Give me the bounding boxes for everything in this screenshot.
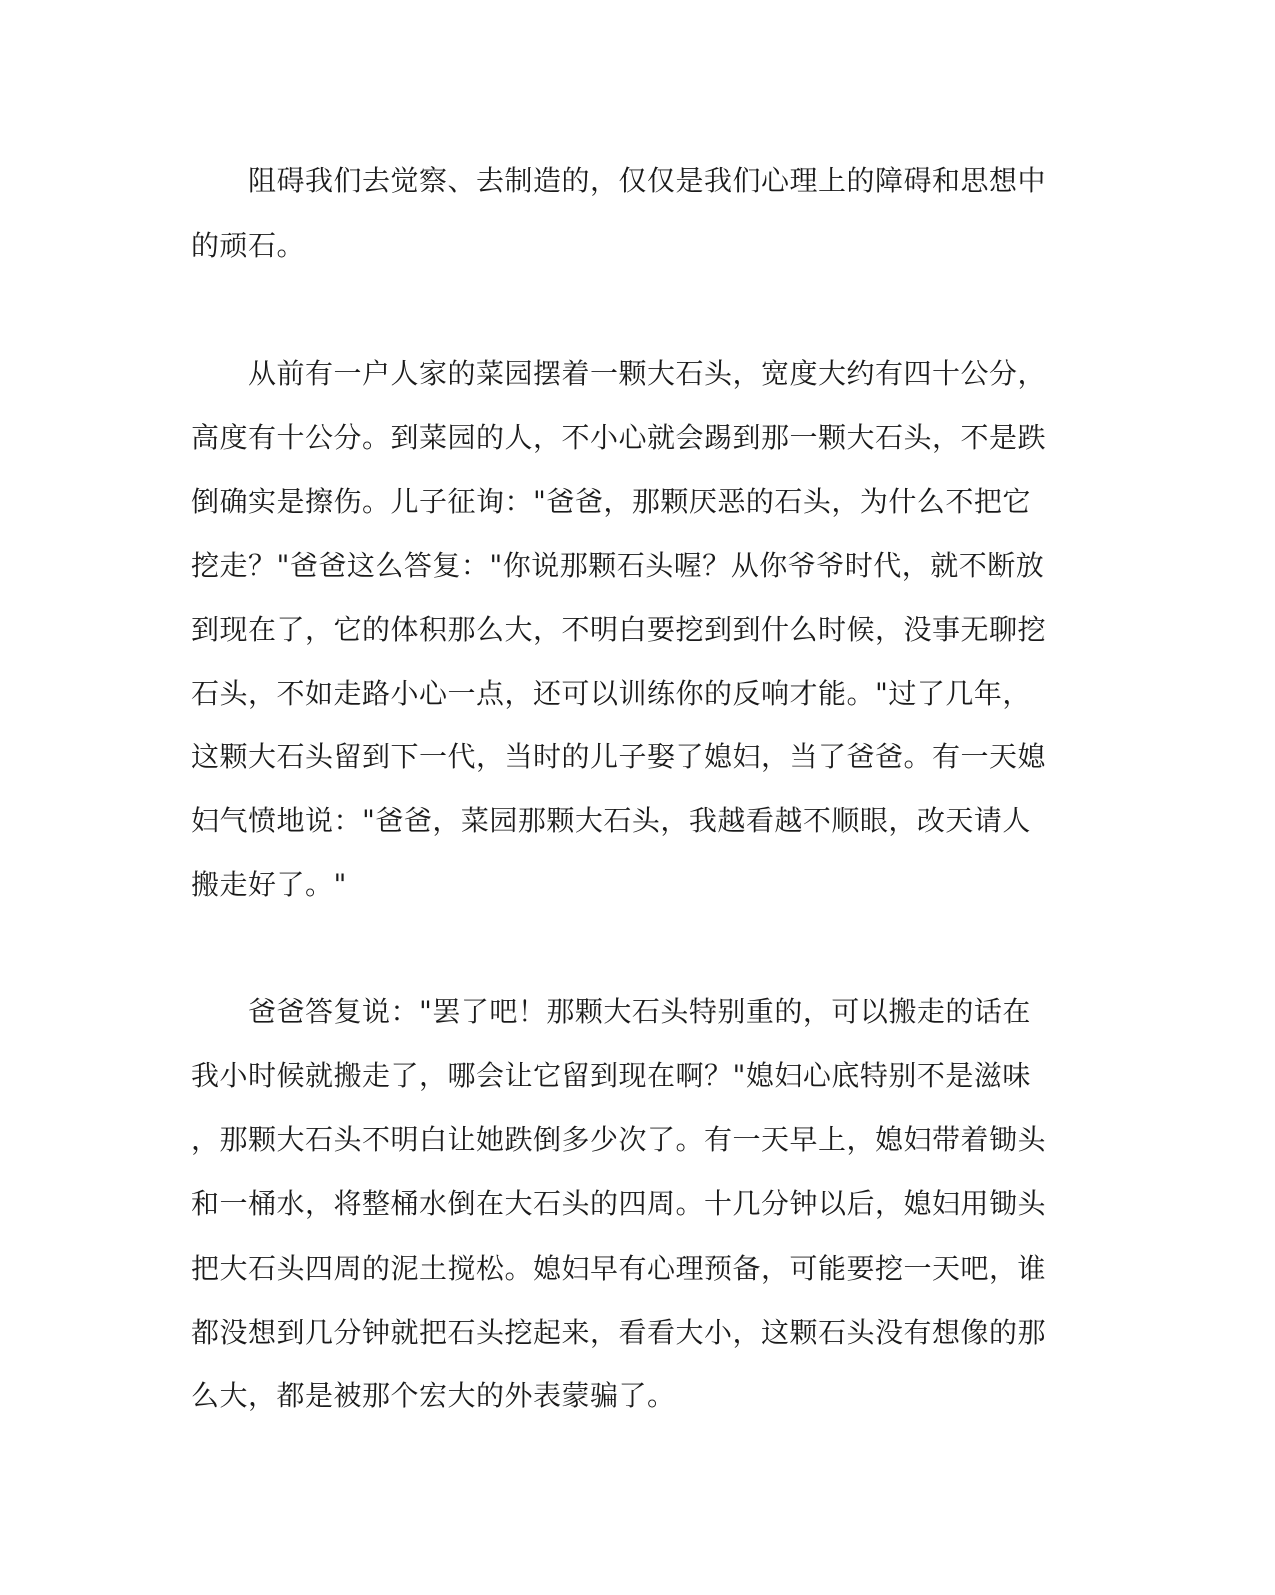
paragraph-2-line-4: 挖走？"爸爸这么答复："你说那颗石头喔？从你爷爷时代，就不断放 xyxy=(191,549,1045,582)
paragraph-2-line-5: 到现在了，它的体积那么大，不明白要挖到到什么时候，没事无聊挖 xyxy=(191,613,1047,646)
paragraph-3-line-5: 把大石头四周的泥土搅松。媳妇早有心理预备，可能要挖一天吧，谁 xyxy=(191,1252,1047,1285)
paragraph-2-line-8: 妇气愤地说："爸爸，菜园那颗大石头，我越看越不顺眼，改天请人 xyxy=(191,804,1031,837)
paragraph-3-line-1: 爸爸答复说："罢了吧！那颗大石头特别重的，可以搬走的话在 xyxy=(248,995,1031,1028)
paragraph-1-line-1: 阻碍我们去觉察、去制造的，仅仅是我们心理上的障碍和思想中 xyxy=(248,164,1047,197)
paragraph-3-line-6: 都没想到几分钟就把石头挖起来，看看大小，这颗石头没有想像的那 xyxy=(191,1316,1047,1349)
paragraph-2-line-6: 石头，不如走路小心一点，还可以训练你的反响才能。"过了几年， xyxy=(191,677,1031,710)
paragraph-2-line-3: 倒确实是擦伤。儿子征询："爸爸，那颗厌恶的石头，为什么不把它 xyxy=(191,485,1031,518)
paragraph-3-line-3: ，那颗大石头不明白让她跌倒多少次了。有一天早上，媳妇带着锄头 xyxy=(191,1123,1047,1156)
paragraph-2-line-1: 从前有一户人家的菜园摆着一颗大石头，宽度大约有四十公分， xyxy=(248,357,1047,390)
paragraph-2-line-9: 搬走好了。" xyxy=(191,868,347,901)
paragraph-3-line-2: 我小时候就搬走了，哪会让它留到现在啊？"媳妇心底特别不是滋味 xyxy=(191,1059,1031,1092)
paragraph-1-line-2: 的顽石。 xyxy=(191,229,306,262)
paragraph-3-line-4: 和一桶水，将整桶水倒在大石头的四周。十几分钟以后，媳妇用锄头 xyxy=(191,1187,1047,1220)
paragraph-2-line-2: 高度有十公分。到菜园的人，不小心就会踢到那一颗大石头，不是跌 xyxy=(191,421,1047,454)
paragraph-2-line-7: 这颗大石头留到下一代，当时的儿子娶了媳妇，当了爸爸。有一天媳 xyxy=(191,740,1047,773)
paragraph-3-line-7: 么大，都是被那个宏大的外表蒙骗了。 xyxy=(191,1379,676,1412)
